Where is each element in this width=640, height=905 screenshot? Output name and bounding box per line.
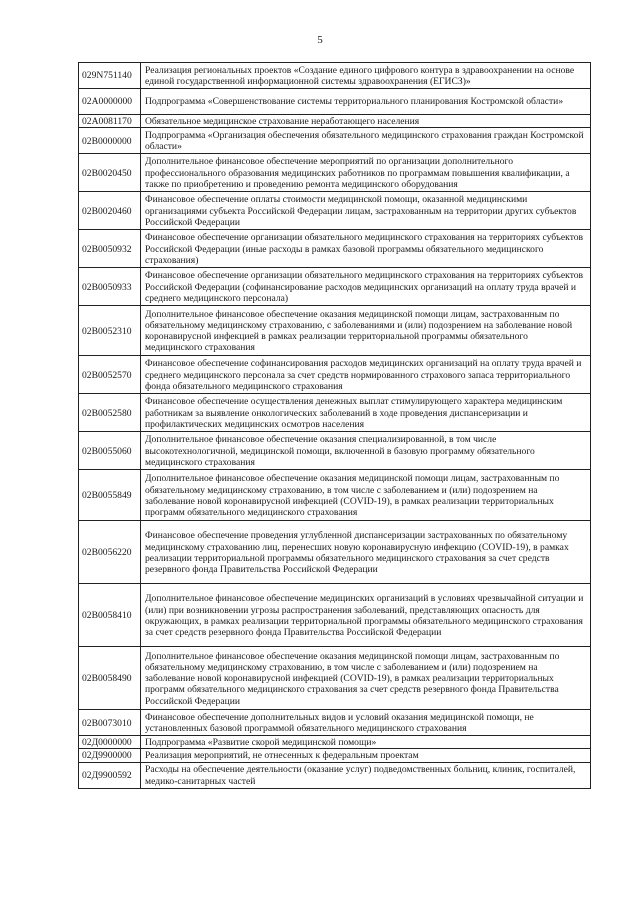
page-number: 5 (317, 34, 323, 46)
code-cell: 02B0000000 (79, 128, 141, 154)
table-row (79, 63, 591, 89)
description-cell: Финансовое обеспечение осуществления денежных выплат стимулирующего характера медицинским работникам за выявление онкологических заболеваний в ходе проведения диспансеризации и профилактических медицинских осмотров населения (141, 394, 591, 432)
description-cell: Дополнительное финансовое обеспечение оказания специализированной, в том числе высокотехнологичной, медицинской помощи, включенной в базовую программу обязательного медицинского страхования (141, 432, 591, 470)
table-row (79, 394, 591, 432)
code-cell: 02Д9900592 (79, 762, 141, 788)
code-cell: 02A0081170 (79, 115, 141, 128)
description-cell: Подпрограмма «Совершенствование системы территориального планирования Костромской области» (141, 89, 591, 115)
code-cell: 02B0020450 (79, 154, 141, 192)
table-row (79, 89, 591, 115)
table-row (79, 128, 591, 154)
table-row (79, 736, 591, 749)
description-cell: Подпрограмма «Организация обеспечения обязательного медицинского страхования граждан Костромской области» (141, 128, 591, 154)
table-row (79, 230, 591, 268)
table-row (79, 647, 591, 710)
description-cell: Финансовое обеспечение проведения углубленной диспансеризации застрахованных по обязательному медицинскому страхованию лиц, перенесших новую коронавирусную инфекцию (COVID-19), в рамках реализации территориальной программы обязательного медицинского страхования за счет средств резервного фонда Правительства Российской Федерации (141, 521, 591, 584)
code-cell: 02B0052570 (79, 356, 141, 394)
code-cell: 02B0020460 (79, 192, 141, 230)
table-row (79, 749, 591, 762)
table-row (79, 432, 591, 470)
table-row (79, 356, 591, 394)
table-row (79, 521, 591, 584)
table-row (79, 762, 591, 788)
budget-codes-table (78, 62, 591, 789)
code-cell: 02B0052310 (79, 306, 141, 356)
table-row (79, 268, 591, 306)
table-row (79, 306, 591, 356)
code-cell: 02B0055060 (79, 432, 141, 470)
code-cell: 029N751140 (79, 63, 141, 89)
description-cell: Финансовое обеспечение оплаты стоимости медицинской помощи, оказанной медицинскими организациями субъекта Российской Федерации лицам, застрахованным на территории других субъектов Российской Федерации (141, 192, 591, 230)
code-cell: 02B0058490 (79, 647, 141, 710)
description-cell: Реализация региональных проектов «Создание единого цифрового контура в здравоохранении на основе единой государственной информационной системы здравоохранения (ЕГИСЗ)» (141, 63, 591, 89)
description-cell: Дополнительное финансовое обеспечение оказания медицинской помощи лицам, застрахованным по обязательному медицинскому страхованию, в том числе с заболеванием и (или) подозрением на заболевание новой коронавирусной инфекцией (COVID-19), в рамках реализации территориальных программ обязательного медицинского страхования (141, 470, 591, 521)
table-row (79, 710, 591, 736)
code-cell: 02B0056220 (79, 521, 141, 584)
table-row (79, 584, 591, 647)
description-cell: Обязательное медицинское страхование неработающего населения (141, 115, 591, 128)
code-cell: 02B0073010 (79, 710, 141, 736)
description-cell: Расходы на обеспечение деятельности (оказание услуг) подведомственных больниц, клиник, госпиталей, медико-санитарных частей (141, 762, 591, 788)
code-cell: 02B0055849 (79, 470, 141, 521)
table-row (79, 115, 591, 128)
description-cell: Дополнительное финансовое обеспечение оказания медицинской помощи лицам, застрахованным по обязательному медицинскому страхованию, в том числе с заболеванием и (или) подозрением на заболевание новой коронавирусной инфекцией (COVID-19), в рамках реализации территориальных программ обязательного медицинского страхования за счет средств резервного фонда Правительства Российской Федерации (141, 647, 591, 710)
code-cell: 02Д0000000 (79, 736, 141, 749)
description-cell: Реализация мероприятий, не отнесенных к федеральным проектам (141, 749, 591, 762)
table-row (79, 154, 591, 192)
description-cell: Финансовое обеспечение дополнительных видов и условий оказания медицинской помощи, не установленных базовой программой обязательного медицинского страхования (141, 710, 591, 736)
description-cell: Подпрограмма «Развитие скорой медицинской помощи» (141, 736, 591, 749)
description-cell: Дополнительное финансовое обеспечение медицинских организаций в условиях чрезвычайной ситуации и (или) при возникновении угрозы распространения заболеваний, представляющих опасность для окружающих, в рамках реализации территориальной программы обязательного медицинского страхования за счет средств резервного фонда Правительства Российской Федерации (141, 584, 591, 647)
code-cell: 02B0050932 (79, 230, 141, 268)
code-cell: 02A0000000 (79, 89, 141, 115)
table-row (79, 470, 591, 521)
code-cell: 02B0050933 (79, 268, 141, 306)
code-cell: 02Д9900000 (79, 749, 141, 762)
code-cell: 02B0052580 (79, 394, 141, 432)
code-cell: 02B0058410 (79, 584, 141, 647)
description-cell: Финансовое обеспечение организации обязательного медицинского страхования на территориях субъектов Российской Федерации (иные расходы в рамках базовой программы обязательного медицинского страхования) (141, 230, 591, 268)
description-cell: Дополнительное финансовое обеспечение оказания медицинской помощи лицам, застрахованным по обязательному медицинскому страхованию, с заболеваниями и (или) подозрением на заболевание новой коронавирусной инфекцией в рамках реализации территориальной программы обязательного медицинского страхования (141, 306, 591, 356)
table-row (79, 192, 591, 230)
description-cell: Финансовое обеспечение софинансирования расходов медицинских организаций на оплату труда врачей и среднего медицинского персонала за счет средств нормированного страхового запаса территориального фонда обязательного медицинского страхования (141, 356, 591, 394)
description-cell: Дополнительное финансовое обеспечение мероприятий по организации дополнительного профессионального образования медицинских работников по программам повышения квалификации, а также по приобретению и проведению ремонта медицинского оборудования (141, 154, 591, 192)
description-cell: Финансовое обеспечение организации обязательного медицинского страхования на территориях субъектов Российской Федерации (софинансирование расходов медицинских организаций на оплату труда врачей и среднего медицинского персонала) (141, 268, 591, 306)
